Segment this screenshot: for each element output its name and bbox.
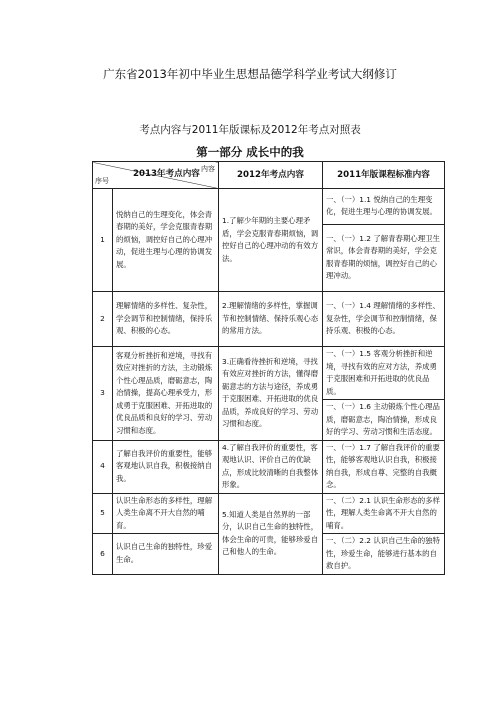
corner-label-content: 内容 <box>201 165 215 173</box>
cell-2013: 悦纳自己的生理变化，体会青春期的美好，学会克服青春期的烦恼，调控好自己的心理冲动，促进生理与心理的协调发展。 <box>113 189 219 292</box>
cell-2012: 4.了解自我评价的重要性，客观地认识、评价自己的优缺点，形成比较清晰的自我整体形象。 <box>219 440 323 493</box>
row-number: 6 <box>93 534 113 575</box>
table-row <box>93 347 445 400</box>
comparison-table <box>92 161 445 575</box>
table-row <box>93 292 445 347</box>
row-number: 4 <box>93 440 113 493</box>
cell-2012: 5.知道人类是自然界的一部分，认识自己生命的独特性，体会生命的可贵，能够珍爱自己和他人的生命。 <box>219 493 323 574</box>
header-2012: 2012年考点内容 <box>219 162 323 189</box>
header-2011-standard: 2011年版课程标准内容 <box>323 162 445 189</box>
row-number: 5 <box>93 493 113 534</box>
cell-2013: 认识自己生命的独特性，珍爱生命。 <box>113 534 219 575</box>
row-number: 3 <box>93 347 113 441</box>
cell-2013: 了解自我评价的重要性，能够客观地认识自我，积极接纳自我。 <box>113 440 219 493</box>
row-number: 1 <box>93 189 113 292</box>
document-subtitle: 考点内容与2011年版课标及2012年考点对照表 <box>139 124 361 136</box>
cell-standard: 一、（一）1.5 客观分析挫折和逆境，寻找有效的应对方法，养成勇于克服困难和开拓进取的优良品质。 <box>323 347 445 400</box>
cell-standard: 一、（二）2.1 认识生命形态的多样性，理解人类生命离不开大自然的哺育。 <box>323 493 445 534</box>
cell-standard: 一、（一）1.1 悦纳自己的生理变化，促进生理与心理的协调发展。 <box>323 189 445 225</box>
cell-standard: 一、（一）1.2 了解青春期心理卫生常识，体会青春期的美好，学会克服青春期的烦恼，调控好自己的心理冲动。 <box>323 224 445 291</box>
corner-label-number: 序号 <box>95 177 109 185</box>
document-title: 广东省2013年初中毕业生思想品德学科学业考试大纲修订 <box>103 67 397 81</box>
header-2013: 2013年考点内容 <box>133 169 200 179</box>
row-number: 2 <box>93 292 113 347</box>
cell-2012: 1.了解少年期的主要心理矛盾，学会克服青春期烦恼，调控好自己的心理冲动的有效方法。 <box>219 189 323 292</box>
table-row <box>93 440 445 493</box>
header-row <box>93 162 445 189</box>
corner-header-cell <box>93 162 219 189</box>
cell-2012: 3.正确看待挫折和逆境，寻找有效应对挫折的方法，懂得磨砺意志的方法与途径，养成勇于克服困难、开拓进取的优良品质，养成良好的学习、劳动习惯和态度。 <box>219 347 323 441</box>
cell-2013: 认识生命形态的多样性，理解人类生命离不开大自然的哺育。 <box>113 493 219 534</box>
cell-standard: 一、（一）1.6 主动锻炼个性心理品质，磨砺意志，陶冶情操，形成良好的学习、劳动习惯和生活态度。 <box>323 400 445 441</box>
table-row <box>93 493 445 534</box>
cell-2013: 客观分析挫折和逆境，寻找有效应对挫折的方法，主动锻炼个性心理品质，磨砺意志，陶冶情操，提高心理承受力，形成勇于克服困难、开拓进取的优良品质和良好的学习、劳动习惯和态度。 <box>113 347 219 441</box>
cell-standard: 一、（一）1.7 了解自我评价的重要性，能够客观地认识自我，积极接纳自我，形成自尊、完整的自我概念。 <box>323 440 445 493</box>
table-row <box>93 189 445 225</box>
cell-standard: 一、（一）1.4 理解情绪的多样性、复杂性，学会调节和控制情绪，保持乐观、积极的心态。 <box>323 292 445 347</box>
cell-2012: 2.理解情绪的多样性，掌握调节和控制情绪、保持乐观心态的常用方法。 <box>219 292 323 347</box>
cell-2013: 理解情绪的多样性、复杂性，学会调节和控制情绪，保持乐观、积极的心态。 <box>113 292 219 347</box>
part-heading: 第一部分 成长中的我 <box>196 145 304 159</box>
cell-standard: 一、（二）2.2 认识自己生命的独特性，珍爱生命，能够进行基本的自救自护。 <box>323 534 445 575</box>
